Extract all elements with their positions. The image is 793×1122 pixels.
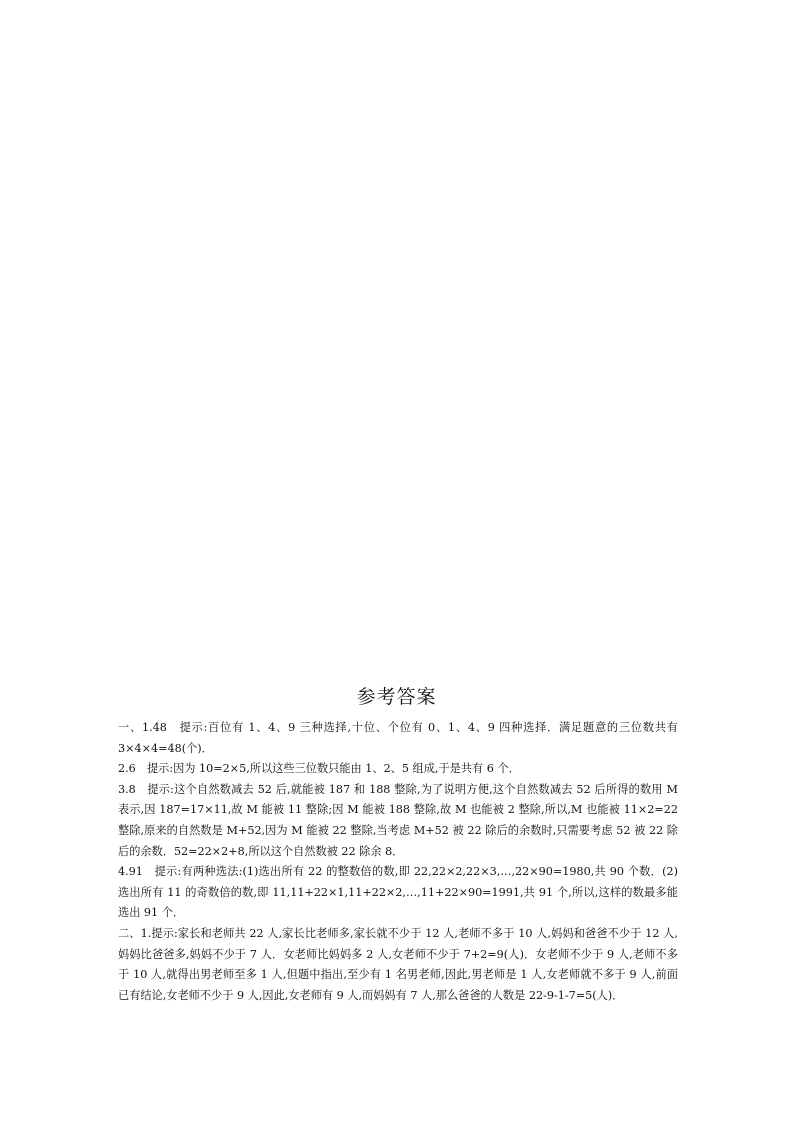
answer-1-1: 一、1.48 提示:百位有 1、4、9 三种选择,十位、个位有 0、1、4、9 四种选择．满足题意的三位数共有 3×4×4=48(个)． bbox=[118, 721, 678, 755]
answer-1-2: 2.6 提示:因为 10=2×5,所以这些三位数只能由 1、2、5 组成,于是共有 6 个． bbox=[118, 762, 520, 776]
answer-1-4: 4.91 提示:有两种选法:(1)选出所有 22 的整数倍的数,即 22,22×2,22×3,…,22×90=1980,共 90 个数．(2)选出所有 11 的奇数倍的数,即 11,11+22×1,11+22×2,…,11+22×90=1991,共 91 个,所以,这样的数最多能选出 91 个． bbox=[118, 865, 678, 920]
answer-1-3: 3.8 提示:这个自然数减去 52 后,就能被 187 和 188 整除,为了说明方便,这个自然数减去 52 后所得的数用 M 表示,因 187=17×11,故 M 能被 11 整除;因 M 能被 188 整除,故 M 也能被 2 整除,所以,M 也能被 11×2=22 整除,原来的自然数是 M+52,因为 M 能被 22 整除,当考虑 M+52 被 22 除后的余数时,只需要考虑 52 被 22 除后的余数．52=22×2+8,所以这个自然数被 22 除余 8． bbox=[118, 782, 678, 858]
answer-2-1: 二、1.提示:家长和老师共 22 人,家长比老师多,家长就不少于 12 人,老师不多于 10 人,妈妈和爸爸不少于 12 人,妈妈比爸爸多,妈妈不少于 7 人．女老师比妈妈多 2 人,女老师不少于 7+2=9(人)．女老师不少于 9 人,老师不多于 10 人,就得出男老师至多 1 人,但题中指出,至少有 1 名男老师,因此,男老师是 1 人,女老师就不多于 9 人,前面已有结论,女老师不少于 9 人,因此,女老师有 9 人,而妈妈有 7 人,那么爸爸的人数是 22-9-1-7=5(人)． bbox=[118, 926, 678, 1002]
answer-list bbox=[118, 718, 678, 1006]
page-title: 参考答案 bbox=[356, 686, 437, 708]
